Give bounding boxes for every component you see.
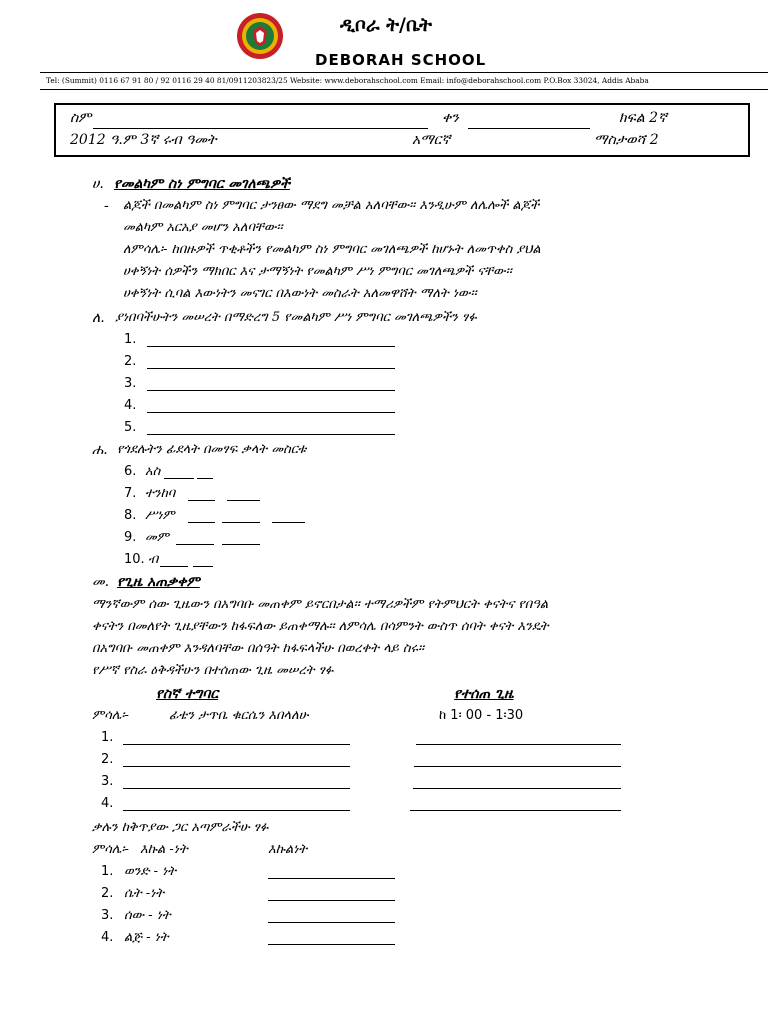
section-a-line-5: ሀቀኝነት ሲባል እውነትን መናገር በእውነት መስራት አለመዋሸት ማለት ነው፡፡ [123, 286, 477, 301]
section-a-title: የመልካም ስነ ምግባር መገለጫዎች [114, 176, 290, 192]
contact-info: Tel: (Summit) 0116 67 91 80 / 92 0116 29 40 81/0911203823/25 Website: www.deborahschool.com Email: info@deborahschool.com P.O.Box 33024, Addis Ababa [46, 76, 649, 85]
answer-number: 3. [124, 376, 137, 391]
header-rule-top [40, 72, 768, 73]
answer-number: 1. [124, 332, 137, 347]
section-d-line-1: ማንኛውም ሰው ጊዜውን በአግባቡ መጠቀም ይኖርበታል፡፡ ተማሪዎችም የትምህርት ቀናትና የበዓል [92, 597, 549, 612]
section-a-line-3: ለምሳሌ፡- ከበዙዎች ጥቂቶችን የመልካም ስነ ምግባር መገለጫዎች ከሆኑት ለመጥቀስ ያህል [123, 242, 541, 257]
task-column-header: የስኛ ተግባር [156, 686, 219, 702]
fill-blank[interactable] [197, 478, 213, 479]
fill-blank[interactable] [188, 500, 215, 501]
fill-number: 8. [124, 508, 137, 523]
answer-line[interactable] [147, 390, 395, 391]
section-a-line-4: ሀቀኝነት ሰዎችን ማክበር እና ታማኝነት የመልካም ሥነ ምግባር መገለጫዎች ናቸው፡፡ [123, 264, 512, 279]
section-a-letter: ሀ. [92, 176, 104, 192]
answer-line[interactable] [147, 368, 395, 369]
section-b-letter: ለ. [92, 310, 105, 326]
fill-blank[interactable] [272, 522, 305, 523]
answer-number: 4. [124, 398, 137, 413]
combine-word: ሰው - ነት [124, 908, 171, 923]
combine-number: 2. [101, 886, 114, 901]
fill-blank[interactable] [222, 522, 260, 523]
section-e-example-label: ምሳሌ፡- [92, 842, 129, 857]
task-line[interactable] [123, 766, 350, 767]
fill-word: ተንከባ [145, 486, 176, 501]
task-number: 4. [101, 796, 114, 811]
example-time: ከ 1፡ 00 - 1፡30 [439, 708, 524, 723]
answer-number: 2. [124, 354, 137, 369]
combine-word: ወንድ - ነት [124, 864, 177, 879]
section-d-letter: መ. [92, 574, 110, 590]
answer-number: 5. [124, 420, 137, 435]
combine-number: 1. [101, 864, 114, 879]
school-name-amharic: ዲቦራ ት/ቤት [340, 14, 432, 36]
task-line[interactable] [123, 744, 350, 745]
section-e-example-word: እኩል -ነት [140, 842, 188, 857]
fill-number: 9. [124, 530, 137, 545]
task-number: 3. [101, 774, 114, 789]
fill-blank[interactable] [188, 522, 215, 523]
time-line[interactable] [414, 766, 621, 767]
combine-word: ልጅ - ነት [124, 930, 169, 945]
time-line[interactable] [413, 788, 621, 789]
name-line[interactable] [93, 128, 428, 129]
answer-line[interactable] [147, 346, 395, 347]
section-b-instruction: ያነበባችሁትን መሠረት በማድረግ 5 የመልካም ሥነ ምግባር መገለጫዎችን ፃፉ [115, 310, 477, 325]
name-label: ስም [70, 110, 92, 126]
section-e-instruction: ቃሉን ከቅጥያው ጋር አጣምራችሁ ፃፉ [92, 820, 269, 835]
combine-number: 4. [101, 930, 114, 945]
fill-word: ብ [148, 552, 159, 567]
answer-line[interactable] [147, 434, 395, 435]
fill-blank[interactable] [164, 478, 194, 479]
school-logo [236, 12, 284, 60]
school-name-english: DEBORAH SCHOOL [315, 51, 487, 69]
date-line[interactable] [468, 128, 590, 129]
combine-line[interactable] [268, 878, 395, 879]
section-a-bullet: - [104, 198, 109, 214]
fill-blank[interactable] [227, 500, 260, 501]
fill-blank[interactable] [160, 566, 188, 567]
answer-line[interactable] [147, 412, 395, 413]
note-label: ማስታወሻ 2 [594, 132, 659, 148]
section-d-title: የጊዜ አጠቃቀም [117, 574, 200, 590]
time-line[interactable] [410, 810, 621, 811]
section-a-line-2: መልካም አርአያ መሆን አለባቸው፡፡ [123, 220, 283, 235]
example-label: ምሳሌ፡- [92, 708, 129, 723]
combine-word: ሴት -ነት [124, 886, 165, 901]
section-a-line-1: ልጆች በመልካም ስነ ምግባር ታንፀው ማደግ መቻል አለባቸው፡፡ እንዲሁም ለሌሎች ልጆች [123, 198, 540, 213]
time-line[interactable] [416, 744, 621, 745]
section-c-instruction: የጎደሉትን ፊደላት በመፃፍ ቃላት መስርቱ [117, 442, 307, 457]
section-d-line-3: በአግባቡ መጠቀም እንዳለባቸው በሰዓት ከፋፍላችሁ በወረቀት ላይ ስሩ፡፡ [92, 641, 425, 656]
term-label: 2012 ዓ.ም 3ኛ ሩብ ዓመት [70, 132, 217, 148]
task-number: 1. [101, 730, 114, 745]
fill-word: ሥነም [145, 508, 175, 523]
combine-line[interactable] [268, 922, 395, 923]
time-column-header: የተሰጠ ጊዜ [454, 686, 514, 702]
fill-blank[interactable] [176, 544, 214, 545]
fill-blank[interactable] [222, 544, 260, 545]
fill-number: 7. [124, 486, 137, 501]
subject-label: አማርኛ [412, 132, 451, 148]
section-d-line-4: የሥኛ የስራ ዕቅዳችሁን በተሰጠው ጊዜ መሠረት ፃፉ [92, 663, 334, 678]
section-c-letter: ሐ. [92, 442, 108, 458]
combine-number: 3. [101, 908, 114, 923]
combine-line[interactable] [268, 900, 395, 901]
fill-blank[interactable] [193, 566, 213, 567]
fill-number: 10. [124, 552, 145, 567]
fill-number: 6. [124, 464, 137, 479]
task-number: 2. [101, 752, 114, 767]
grade-label: ክፍል 2ኛ [619, 110, 667, 126]
header-rule-bottom [40, 89, 768, 90]
task-line[interactable] [123, 788, 350, 789]
combine-line[interactable] [268, 944, 395, 945]
fill-word: አስ [145, 464, 161, 479]
example-task: ፊቴን ታጥቤ ቁርሴን እበላለሁ [169, 708, 309, 723]
task-line[interactable] [123, 810, 350, 811]
section-d-line-2: ቀናትን በመለየት ጊዜያቸውን ከፋፍለው ይጠቀማሉ፡፡ ለምሳሌ በሳምንት ውስጥ ሰባት ቀናት እንዴት [92, 619, 549, 634]
section-e-example-answer: እኩልነት [268, 842, 308, 857]
fill-word: መም [145, 530, 169, 545]
date-label: ቀን [442, 110, 459, 126]
